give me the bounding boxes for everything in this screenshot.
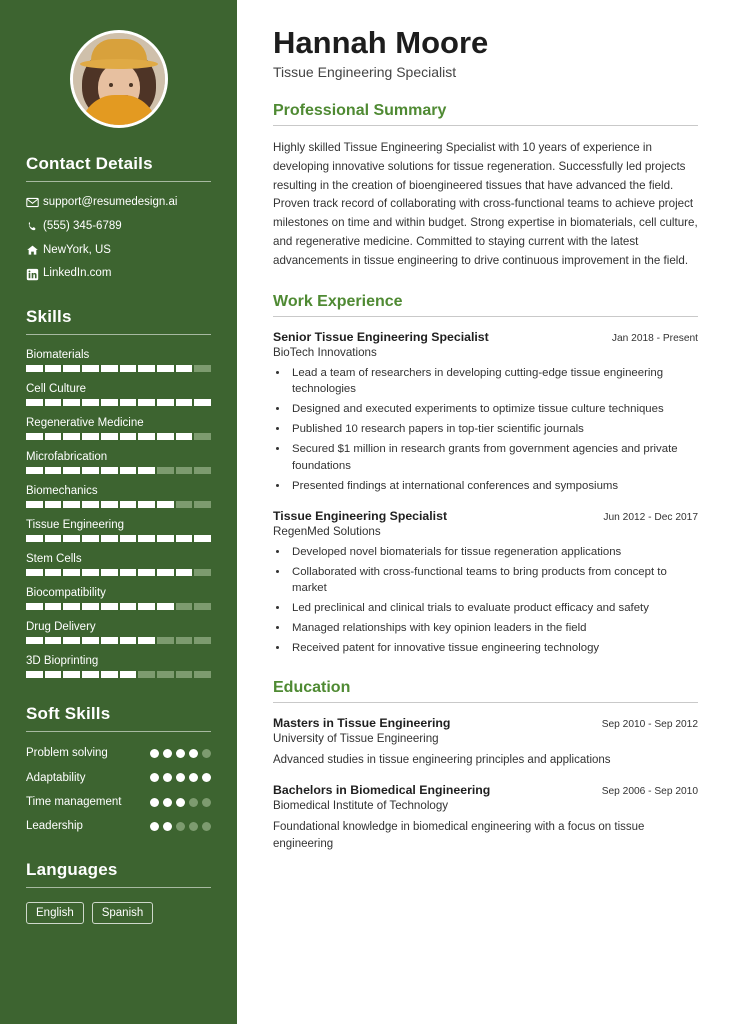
skill-level-segment: [120, 365, 137, 372]
skill-level-segment: [101, 603, 118, 610]
skill-level-segment: [120, 569, 137, 576]
skill-level-segment: [176, 433, 193, 440]
skill-level-segment: [82, 637, 99, 644]
skill-level-segment: [45, 433, 62, 440]
education-header: [273, 783, 698, 797]
skill-level-segment: [138, 501, 155, 508]
avatar-wrapper: [26, 30, 211, 128]
soft-skills-section: [26, 704, 211, 834]
skill-level-segment: [157, 365, 174, 372]
soft-skill-label: Adaptability: [26, 771, 86, 784]
skill-level-segment: [26, 603, 43, 610]
skill-level-bar: [26, 365, 211, 372]
skill-level-segment: [63, 433, 80, 440]
skill-level-segment: [63, 501, 80, 508]
skill-level-segment: [120, 399, 137, 406]
job-entry: [273, 509, 698, 657]
skill-level-segment: [45, 603, 62, 610]
rating-dot: [202, 822, 211, 831]
rating-dot: [176, 798, 185, 807]
skill-level-segment: [63, 671, 80, 678]
soft-skill-item: [26, 819, 211, 833]
contact-item-email[interactable]: [26, 196, 211, 210]
skill-level-segment: [26, 671, 43, 678]
skill-level-segment: [82, 671, 99, 678]
contact-heading: Contact Details: [26, 154, 153, 173]
rating-dot: [163, 749, 172, 758]
skill-name: Regenerative Medicine: [26, 417, 144, 430]
rating-dot: [202, 773, 211, 782]
skills-heading: Skills: [26, 307, 72, 327]
skill-level-segment: [194, 535, 211, 542]
skill-level-segment: [157, 671, 174, 678]
languages-section: [26, 860, 211, 924]
skill-level-segment: [101, 399, 118, 406]
skill-level-segment: [176, 535, 193, 542]
skill-item: [26, 485, 211, 508]
education-entry: [273, 716, 698, 769]
skill-level-segment: [120, 467, 137, 474]
education-description: Advanced studies in tissue engineering principles and applications: [273, 753, 611, 766]
skill-level-segment: [101, 637, 118, 644]
avatar: [70, 30, 168, 128]
skill-name: Biocompatibility: [26, 587, 106, 600]
skill-level-segment: [194, 637, 211, 644]
job-bullet: • Secured $1 million in research grants from government agencies and private foundations: [289, 441, 698, 475]
skill-level-bar: [26, 433, 211, 440]
rating-dot: [176, 749, 185, 758]
candidate-name: Hannah Moore: [273, 25, 489, 60]
skill-level-segment: [101, 569, 118, 576]
job-bullet: • Collaborated with cross-functional teams to bring products from concept to market: [289, 564, 698, 598]
skill-level-segment: [157, 535, 174, 542]
contact-item-phone[interactable]: [26, 220, 211, 234]
sidebar: [0, 0, 237, 1024]
skill-level-segment: [101, 535, 118, 542]
contact-item-location[interactable]: [26, 244, 211, 258]
education-list: [273, 716, 698, 854]
contact-location-text: NewYork, US: [43, 243, 111, 256]
skill-level-segment: [101, 467, 118, 474]
skill-level-segment: [45, 535, 62, 542]
skill-level-segment: [194, 399, 211, 406]
contact-section: [26, 154, 211, 281]
work-section: [273, 293, 698, 657]
rating-dot: [189, 749, 198, 758]
divider: [26, 181, 211, 182]
skill-level-segment: [82, 501, 99, 508]
job-date: Jan 2018 - Present: [611, 332, 698, 344]
skills-section: [26, 307, 211, 678]
skill-level-segment: [26, 467, 43, 474]
skill-level-segment: [45, 637, 62, 644]
skill-level-segment: [194, 671, 211, 678]
soft-skills-heading: Soft Skills: [26, 704, 111, 724]
skill-name: Tissue Engineering: [26, 519, 125, 532]
skill-level-segment: [101, 433, 118, 440]
skill-name: Cell Culture: [26, 383, 87, 396]
skill-level-segment: [194, 501, 211, 508]
rating-dot: [150, 822, 159, 831]
main-content: [237, 0, 730, 1024]
skill-level-segment: [120, 603, 137, 610]
skill-level-segment: [26, 365, 43, 372]
skill-level-segment: [120, 433, 137, 440]
job-bullet: • Designed and executed experiments to optimize tissue culture techniques: [289, 401, 698, 418]
divider: [273, 316, 698, 317]
job-header: [273, 330, 698, 344]
rating-dot: [150, 773, 159, 782]
education-heading: Education: [273, 678, 351, 696]
skill-level-bar: [26, 569, 211, 576]
skill-level-segment: [194, 433, 211, 440]
skill-level-segment: [101, 365, 118, 372]
rating-dot: [150, 798, 159, 807]
skill-level-segment: [82, 365, 99, 372]
school-name: University of Tissue Engineering: [273, 731, 439, 745]
skill-level-bar: [26, 535, 211, 542]
soft-skill-label: Leadership: [26, 820, 83, 833]
skill-level-segment: [45, 671, 62, 678]
skill-level-segment: [63, 535, 80, 542]
contact-email-text: support@resumedesign.ai: [43, 196, 178, 208]
job-bullets: [289, 544, 698, 657]
skill-level-segment: [194, 603, 211, 610]
rating-dot: [189, 822, 198, 831]
envelope-icon: [26, 196, 43, 209]
job-organization: RegenMed Solutions: [273, 524, 381, 538]
skill-level-segment: [82, 433, 99, 440]
skill-item: [26, 621, 211, 644]
soft-skill-label: Problem solving: [26, 747, 108, 760]
skill-level-segment: [82, 399, 99, 406]
rating-dot: [202, 749, 211, 758]
skill-level-segment: [176, 637, 193, 644]
skill-level-segment: [26, 535, 43, 542]
education-entry: [273, 783, 698, 854]
skill-level-segment: [82, 535, 99, 542]
job-title: Senior Tissue Engineering Specialist: [273, 329, 489, 344]
skill-item: [26, 553, 211, 576]
rating-dot: [163, 773, 172, 782]
skill-level-segment: [157, 603, 174, 610]
work-heading: Work Experience: [273, 292, 403, 310]
skill-level-bar: [26, 399, 211, 406]
languages-heading: Languages: [26, 859, 118, 879]
skill-level-bar: [26, 637, 211, 644]
skill-level-segment: [176, 365, 193, 372]
education-date: Sep 2006 - Sep 2010: [601, 786, 698, 798]
rating-dot: [163, 822, 172, 831]
divider: [26, 731, 211, 732]
skill-level-bar: [26, 501, 211, 508]
soft-skill-rating: [150, 798, 211, 807]
skill-name: Microfabrication: [26, 451, 108, 464]
language-tag: English: [26, 902, 84, 924]
skill-level-segment: [26, 501, 43, 508]
skill-level-segment: [157, 433, 174, 440]
skill-level-segment: [157, 637, 174, 644]
skill-item: [26, 519, 211, 542]
language-tag: Spanish: [92, 902, 154, 924]
rating-dot: [189, 773, 198, 782]
job-date: Jun 2012 - Dec 2017: [603, 511, 698, 523]
rating-dot: [163, 798, 172, 807]
skill-level-segment: [176, 603, 193, 610]
job-header: [273, 509, 698, 523]
rating-dot: [150, 749, 159, 758]
skill-level-segment: [63, 399, 80, 406]
skill-level-segment: [26, 433, 43, 440]
skill-level-segment: [157, 467, 174, 474]
skill-level-segment: [157, 501, 174, 508]
skill-name: Stem Cells: [26, 553, 82, 566]
skill-item: [26, 655, 211, 678]
skill-level-segment: [26, 569, 43, 576]
skill-level-segment: [120, 671, 137, 678]
skill-level-bar: [26, 467, 211, 474]
summary-section: [273, 102, 698, 270]
skill-level-segment: [120, 501, 137, 508]
skill-name: Biomaterials: [26, 349, 90, 362]
job-bullets: [289, 365, 698, 495]
education-date: Sep 2010 - Sep 2012: [601, 718, 698, 730]
job-bullet: • Led preclinical and clinical trials to evaluate product efficacy and safety: [289, 600, 698, 617]
skill-level-segment: [138, 603, 155, 610]
contact-item-linkedin[interactable]: [26, 267, 211, 281]
skills-list: [26, 349, 211, 678]
skill-level-segment: [26, 637, 43, 644]
skill-level-segment: [194, 467, 211, 474]
soft-skills-list: [26, 746, 211, 834]
phone-icon: [26, 220, 43, 233]
school-name: Biomedical Institute of Technology: [273, 799, 449, 813]
skill-level-segment: [82, 569, 99, 576]
skill-level-segment: [45, 399, 62, 406]
education-section: [273, 679, 698, 854]
education-header: [273, 716, 698, 730]
rating-dot: [189, 798, 198, 807]
soft-skill-item: [26, 795, 211, 809]
skill-level-segment: [120, 637, 137, 644]
rating-dot: [176, 822, 185, 831]
skill-level-segment: [82, 603, 99, 610]
job-bullet: • Presented findings at international conferences and symposiums: [289, 478, 698, 495]
skill-level-segment: [138, 671, 155, 678]
job-bullet: • Lead a team of researchers in developing cutting-edge tissue engineering technologies: [289, 365, 698, 399]
skill-level-segment: [194, 569, 211, 576]
summary-heading: Professional Summary: [273, 102, 447, 120]
skill-level-segment: [63, 637, 80, 644]
skill-level-segment: [45, 501, 62, 508]
skill-level-segment: [176, 671, 193, 678]
skill-level-segment: [157, 399, 174, 406]
rating-dot: [202, 798, 211, 807]
soft-skill-label: Time management: [26, 795, 122, 808]
soft-skill-item: [26, 771, 211, 785]
skill-level-segment: [157, 569, 174, 576]
contact-phone-text: (555) 345-6789: [43, 219, 122, 232]
education-description: Foundational knowledge in biomedical engineering with a focus on tissue engineering: [273, 821, 645, 851]
divider: [26, 334, 211, 335]
divider: [273, 702, 698, 703]
skill-level-bar: [26, 603, 211, 610]
linkedin-icon: [26, 268, 43, 281]
skill-level-segment: [138, 535, 155, 542]
skill-level-segment: [138, 569, 155, 576]
job-bullet: • Managed relationships with key opinion leaders in the field: [289, 620, 698, 637]
skill-level-segment: [45, 467, 62, 474]
soft-skill-rating: [150, 773, 211, 782]
skill-level-segment: [45, 365, 62, 372]
job-entry: [273, 330, 698, 495]
job-bullet: • Developed novel biomaterials for tissue regeneration applications: [289, 544, 698, 561]
degree-title: Bachelors in Biomedical Engineering: [273, 783, 491, 798]
skill-level-segment: [194, 365, 211, 372]
skill-level-segment: [176, 501, 193, 508]
divider: [273, 125, 698, 126]
skill-item: [26, 587, 211, 610]
skill-name: Drug Delivery: [26, 621, 96, 634]
skill-level-segment: [63, 365, 80, 372]
soft-skill-rating: [150, 822, 211, 831]
skill-name: Biomechanics: [26, 485, 98, 498]
jobs-list: [273, 330, 698, 657]
skill-level-bar: [26, 671, 211, 678]
home-icon: [26, 244, 43, 257]
soft-skill-rating: [150, 749, 211, 758]
skill-level-segment: [45, 569, 62, 576]
contact-linkedin-text: LinkedIn.com: [43, 267, 112, 280]
skill-level-segment: [138, 433, 155, 440]
skill-level-segment: [176, 399, 193, 406]
skill-level-segment: [63, 569, 80, 576]
skill-level-segment: [176, 569, 193, 576]
skill-level-segment: [63, 603, 80, 610]
skill-level-segment: [138, 365, 155, 372]
skill-level-segment: [138, 467, 155, 474]
skill-level-segment: [120, 535, 137, 542]
job-title: Tissue Engineering Specialist: [273, 508, 448, 523]
skill-level-segment: [26, 399, 43, 406]
skill-level-segment: [138, 637, 155, 644]
skill-level-segment: [82, 467, 99, 474]
skill-item: [26, 417, 211, 440]
summary-text: Highly skilled Tissue Engineering Specialist with 10 years of experience in developing innovative solutions for tissue regeneration. Successfully led projects resulting in the creation of bioengineered tissues that have advanced the field. Proven track record of collaborating with cross-functional teams to achieve project milestones on time and within budget. Strong expertise in biomaterials, cell culture, and regenerative medicine. Committed to staying current with the latest advancements in tissue engineering to drive continuous improvement in the field.: [273, 141, 698, 267]
skill-name: 3D Bioprinting: [26, 655, 99, 668]
rating-dot: [176, 773, 185, 782]
skill-item: [26, 451, 211, 474]
skill-level-segment: [176, 467, 193, 474]
skill-level-segment: [63, 467, 80, 474]
candidate-role: Tissue Engineering Specialist: [273, 64, 457, 81]
skill-item: [26, 349, 211, 372]
degree-title: Masters in Tissue Engineering: [273, 715, 451, 730]
job-organization: BioTech Innovations: [273, 345, 377, 359]
soft-skill-item: [26, 746, 211, 760]
languages-list: [26, 902, 211, 924]
skill-level-segment: [138, 399, 155, 406]
skill-level-segment: [101, 671, 118, 678]
skill-level-segment: [101, 501, 118, 508]
divider: [26, 887, 211, 888]
job-bullet: • Received patent for innovative tissue engineering technology: [289, 640, 698, 657]
skill-item: [26, 383, 211, 406]
job-bullet: • Published 10 research papers in top-tier scientific journals: [289, 421, 698, 438]
